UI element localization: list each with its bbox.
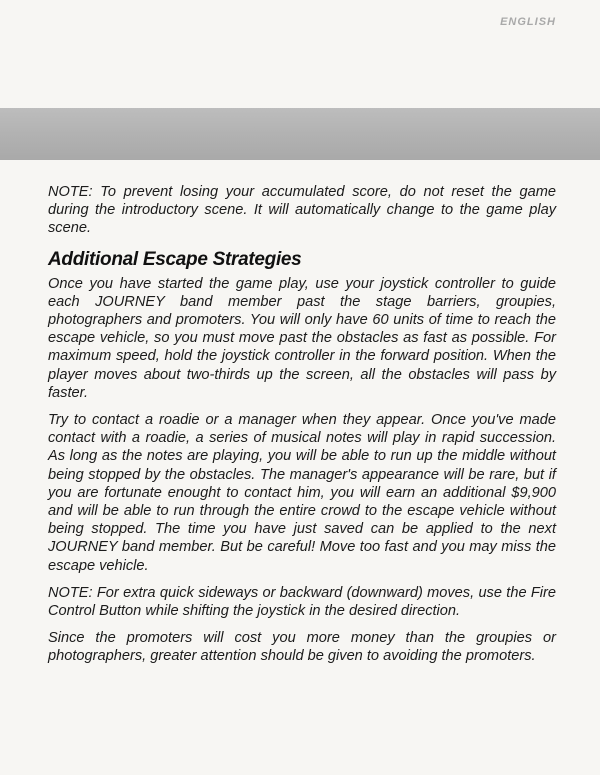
paragraph-promoters: Since the promoters will cost you more money than the groupies or photographers, greater attention should be given to avoiding the promoters. [48,630,556,665]
header-band [0,108,600,160]
section-title: Additional Escape Strategies [48,248,302,270]
paragraph-roadie-manager: Try to contact a roadie or a manager when they appear. Once you've made contact with a roadie, a series of musical notes will play in rapid succession. As long as the notes are playing, you will be able to run up the middle without being stopped by the obstacles. The manager's appearance will be rare, but if you are fortunate enought to contact him, you will earn an additional $9,900 and will be able to run through the entire crowd to the escape vehicle without being stopped. The time you have just saved can be applied to the next JOURNEY band member. But be careful! Move too fast and you may miss the escape vehicle. [48,412,556,574]
note-intro: NOTE: To prevent losing your accumulated score, do not reset the game during the introductory scene. It will automatically change to the game play scene. [48,184,556,237]
language-label: ENGLISH [500,16,556,28]
paragraph-game-play: Once you have started the game play, use your joystick controller to guide each JOURNEY band member past the stage barriers, groupies, photographers and promoters. You will only have 60 units of time to reach the escape vehicle, so you must move past the obstacles as fast as possible. For maximum speed, hold the joystick controller in the forward position. When the player moves about two-thirds up the screen, all the obstacles will pass by faster. [48,275,556,401]
manual-content [48,183,556,674]
note-quick-moves: NOTE: For extra quick sideways or backward (downward) moves, use the Fire Control Button while shifting the joystick in the desired direction. [48,584,556,620]
